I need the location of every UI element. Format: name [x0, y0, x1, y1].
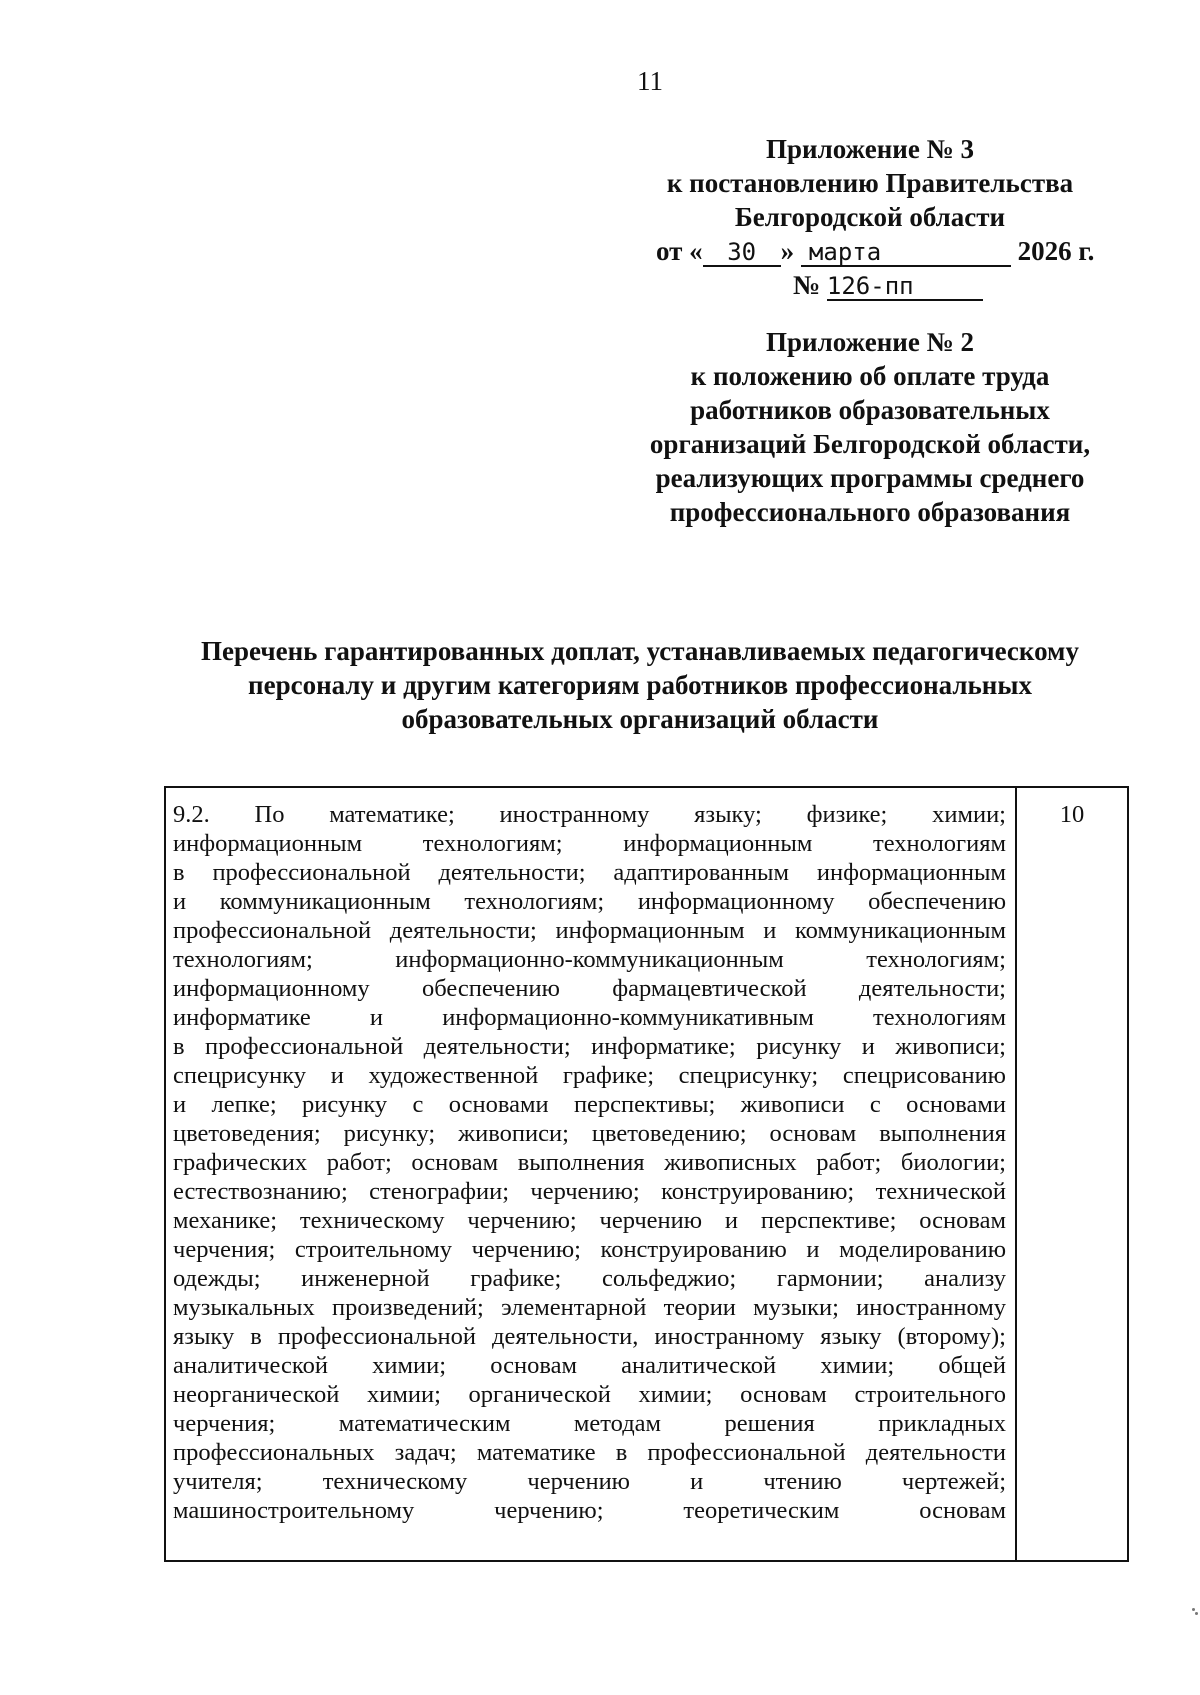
table-text-line: черчения; строительному черчению; конструированию и моделированию: [173, 1236, 1006, 1263]
table-text-line: профессиональных задач; математике в профессиональной деятельности: [173, 1439, 1006, 1466]
table-text-line: музыкальных произведений; элементарной теории музыки; иностранному: [173, 1294, 1006, 1321]
table-text-line: естествознанию; стенографии; черчению; конструированию; технической: [173, 1178, 1006, 1205]
scan-speck: [1192, 1608, 1195, 1611]
date-prefix: от «: [656, 236, 703, 266]
resolution-date: [620, 234, 1120, 268]
table-text-line: спецрисунку и художественной графике; спецрисунку; спецрисованию: [173, 1062, 1006, 1089]
appendix-3-title: Приложение № 3: [766, 134, 974, 164]
appendix-2-line: к положению об оплате труда: [690, 361, 1050, 391]
table-text-line: языку в профессиональной деятельности, иностранному языку (второму);: [173, 1323, 1006, 1350]
appendix-2-line: реализующих программы среднего: [655, 463, 1085, 493]
document-title: [150, 634, 1130, 736]
title-line: Перечень гарантированных доплат, устанавливаемых педагогическому: [201, 636, 1079, 666]
allowances-table: [164, 786, 1129, 1562]
table-text-line: механике; техническому черчению; черчению и перспективе; основам: [173, 1207, 1006, 1234]
table-text-line: в профессиональной деятельности; информатике; рисунку и живописи;: [173, 1033, 1006, 1060]
table-text-line: 9.2. По математике; иностранному языку; физике; химии;: [173, 801, 1006, 828]
date-month: марта: [801, 239, 1011, 267]
date-day: 30: [703, 239, 781, 267]
table-text-line: аналитической химии; основам аналитической химии; общей: [173, 1352, 1006, 1379]
appendix-3-header: [620, 132, 1120, 302]
table-text-line: профессиональной деятельности; информационным и коммуникационным: [173, 917, 1006, 944]
value-cell: 10: [1059, 801, 1085, 828]
appendix-2-line: Приложение № 2: [766, 327, 974, 357]
table-text-line: графических работ; основам выполнения живописных работ; биологии;: [173, 1149, 1006, 1176]
appendix-2-line: работников образовательных: [690, 395, 1050, 425]
table-text-line: и лепке; рисунку с основами перспективы; живописи с основами: [173, 1091, 1006, 1118]
table-text-line: информационным технологиям; информационным технологиям: [173, 830, 1006, 857]
page-number: 11: [637, 66, 663, 96]
scan-speck: [1195, 1612, 1198, 1615]
table-text-line: цветоведения; рисунку; живописи; цветоведению; основам выполнения: [173, 1120, 1006, 1147]
appendix-3-line-3: Белгородской области: [734, 202, 1006, 232]
table-text-line: технологиям; информационно-коммуникационным технологиям;: [173, 946, 1006, 973]
table-text-line: в профессиональной деятельности; адаптированным информационным: [173, 859, 1006, 886]
table-text-line: одежды; инженерной графике; сольфеджио; гармонии; анализу: [173, 1265, 1006, 1292]
description-cell: [173, 800, 1006, 1525]
appendix-3-line-2: к постановлению Правительства: [666, 168, 1074, 198]
appendix-2-line: профессионального образования: [669, 497, 1071, 527]
table-text-line: информационному обеспечению фармацевтической деятельности;: [173, 975, 1006, 1002]
title-line: образовательных организаций области: [401, 704, 879, 734]
title-line: персоналу и другим категориям работников профессиональных: [248, 670, 1032, 700]
appendix-2-line: организаций Белгородской области,: [649, 429, 1091, 459]
appendix-2-header: [620, 325, 1120, 529]
table-text-line: и коммуникационным технологиям; информационному обеспечению: [173, 888, 1006, 915]
resolution-number: [620, 268, 1120, 302]
table-text-line: черчения; математическим методам решения прикладных: [173, 1410, 1006, 1437]
table-text-line: учителя; техническому черчению и чтению чертежей;: [173, 1468, 1006, 1495]
table-text-line: неорганической химии; органической химии; основам строительного: [173, 1381, 1006, 1408]
table-text-line: информатике и информационно-коммуникативным технологиям: [173, 1004, 1006, 1031]
number-value: 126-пп: [827, 273, 983, 301]
table-text-line: машиностроительному черчению; теоретическим основам: [173, 1497, 1006, 1524]
number-prefix: №: [793, 270, 821, 300]
date-mid: »: [780, 236, 795, 266]
column-divider: [1015, 788, 1017, 1560]
date-year: 2026 г.: [1017, 236, 1095, 266]
